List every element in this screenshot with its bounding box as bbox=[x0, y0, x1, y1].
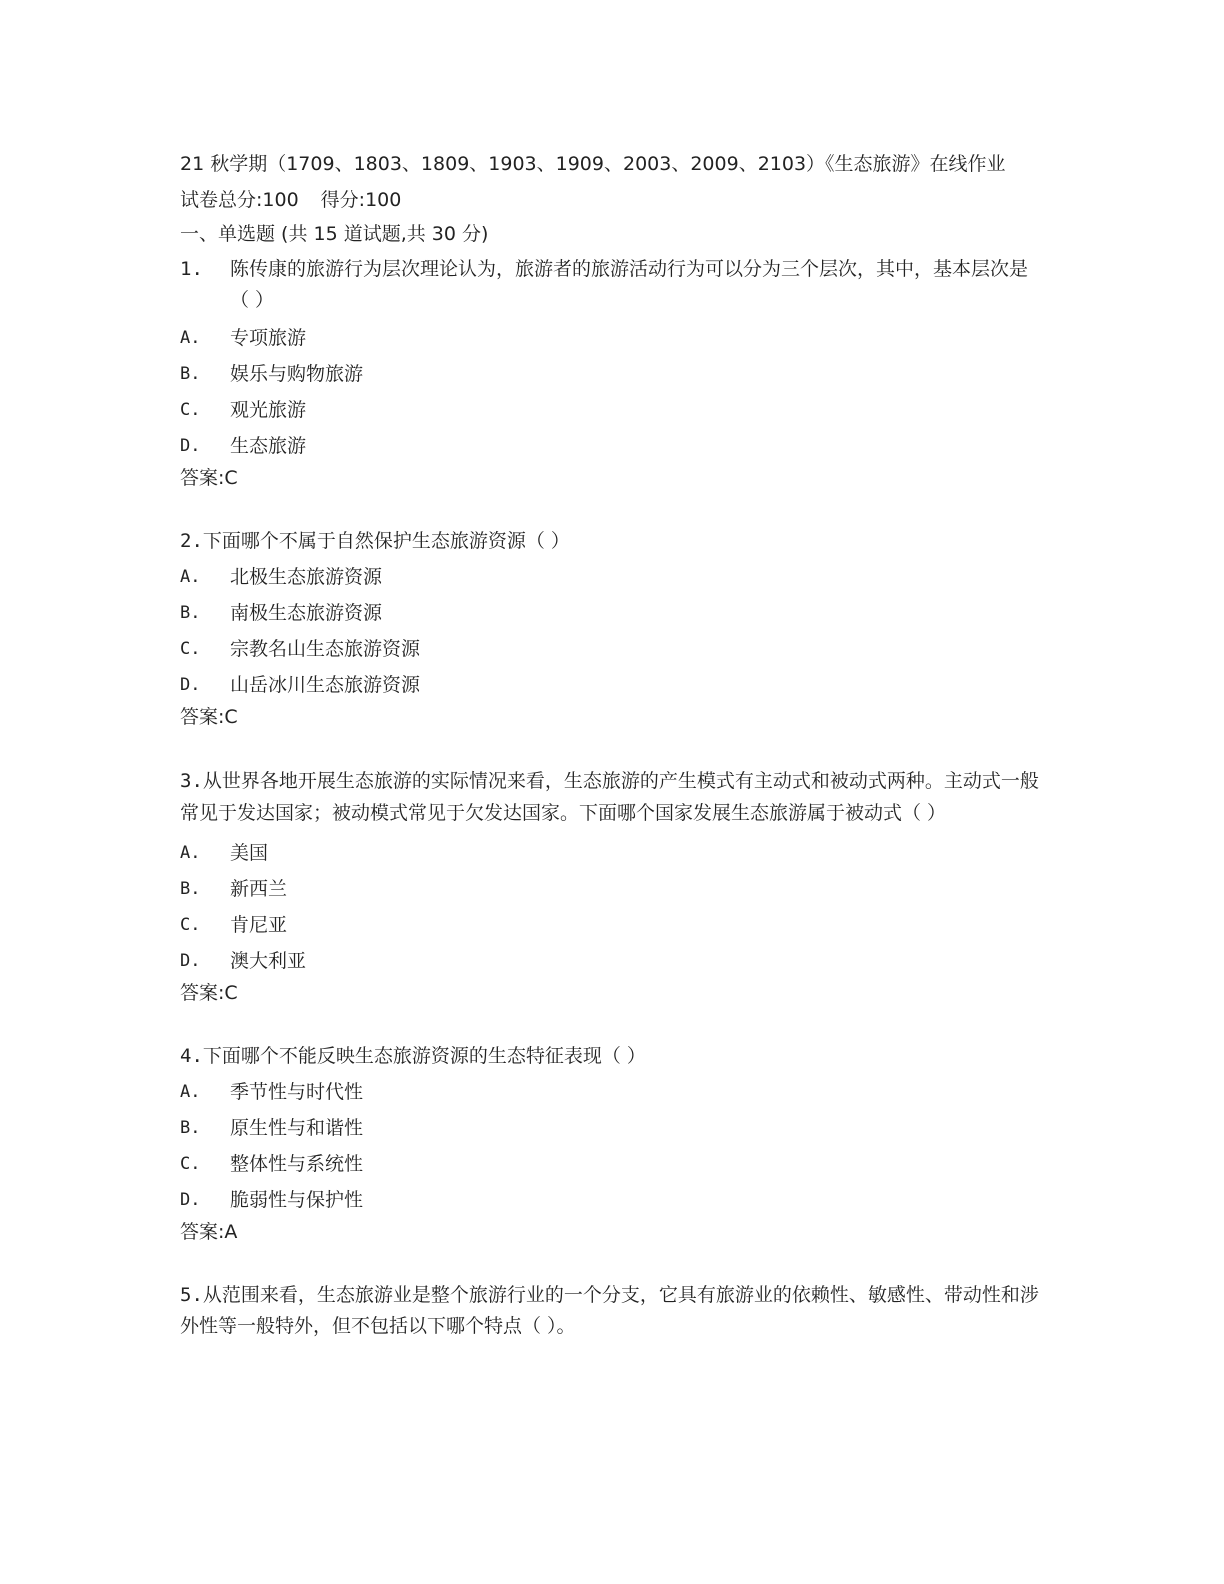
option-letter: D. bbox=[180, 436, 201, 456]
section-heading: 一、单选题 (共 15 道试题,共 30 分) bbox=[180, 223, 489, 245]
option-text: 新西兰 bbox=[230, 878, 288, 900]
option-b bbox=[180, 356, 1040, 392]
option-letter: C. bbox=[180, 639, 201, 659]
option-letter: C. bbox=[180, 1154, 201, 1174]
option-letter: B. bbox=[180, 1118, 201, 1138]
question-5 bbox=[180, 1280, 1040, 1342]
earned-score: 得分:100 bbox=[320, 189, 402, 211]
answer-line: 答案:C bbox=[180, 467, 238, 489]
option-text: 山岳冰川生态旅游资源 bbox=[230, 674, 421, 696]
option-text: 脆弱性与保护性 bbox=[230, 1189, 364, 1211]
document-page bbox=[180, 148, 1040, 1342]
option-letter: A. bbox=[180, 328, 201, 348]
option-letter: A. bbox=[180, 843, 201, 863]
question-text: 从范围来看，生态旅游业是整个旅游行业的一个分支，它具有旅游业的依赖性、敏感性、带动性和涉外性等一般特外，但不包括以下哪个特点（ ）。 bbox=[180, 1284, 1039, 1337]
option-text: 生态旅游 bbox=[230, 435, 307, 457]
option-letter: A. bbox=[180, 567, 201, 587]
question-number: 4. bbox=[180, 1045, 203, 1067]
question-stem bbox=[180, 526, 1040, 557]
option-c bbox=[180, 1146, 1040, 1182]
question-number: 2. bbox=[180, 530, 203, 552]
option-text: 季节性与时代性 bbox=[230, 1081, 364, 1103]
option-b bbox=[180, 595, 1040, 631]
question-text: 陈传康的旅游行为层次理论认为，旅游者的旅游活动行为可以分为三个层次，其中，基本层次是（ ） bbox=[230, 258, 1029, 311]
option-text: 娱乐与购物旅游 bbox=[230, 363, 364, 385]
option-a bbox=[180, 1074, 1040, 1110]
option-text: 宗教名山生态旅游资源 bbox=[230, 638, 421, 660]
option-letter: D. bbox=[180, 1190, 201, 1210]
option-letter: D. bbox=[180, 951, 201, 971]
score-line bbox=[180, 186, 1040, 214]
question-number: 3. bbox=[180, 770, 203, 792]
option-d bbox=[180, 1182, 1040, 1218]
option-letter: B. bbox=[180, 364, 201, 384]
option-text: 澳大利亚 bbox=[230, 950, 307, 972]
option-a bbox=[180, 320, 1040, 356]
option-letter: A. bbox=[180, 1082, 201, 1102]
option-text: 肯尼亚 bbox=[230, 914, 288, 936]
answer-line: 答案:C bbox=[180, 706, 238, 728]
option-d bbox=[180, 428, 1040, 464]
option-letter: B. bbox=[180, 879, 201, 899]
option-text: 南极生态旅游资源 bbox=[230, 602, 383, 624]
option-letter: D. bbox=[180, 675, 201, 695]
option-letter: C. bbox=[180, 915, 201, 935]
question-stem bbox=[180, 1280, 1040, 1342]
option-text: 原生性与和谐性 bbox=[230, 1117, 364, 1139]
option-b bbox=[180, 1110, 1040, 1146]
option-d bbox=[180, 667, 1040, 703]
question-stem bbox=[180, 765, 1040, 829]
question-text: 从世界各地开展生态旅游的实际情况来看，生态旅游的产生模式有主动式和被动式两种。主动式一般常见于发达国家；被动模式常见于欠发达国家。下面哪个国家发展生态旅游属于被动式（ ） bbox=[180, 770, 1039, 824]
option-text: 专项旅游 bbox=[230, 327, 307, 349]
question-4 bbox=[180, 1041, 1040, 1246]
question-1 bbox=[180, 254, 1040, 492]
question-text: 下面哪个不能反映生态旅游资源的生态特征表现（ ） bbox=[202, 1045, 646, 1067]
option-text: 整体性与系统性 bbox=[230, 1153, 364, 1175]
total-score: 试卷总分:100 bbox=[180, 189, 299, 211]
question-3 bbox=[180, 765, 1040, 1007]
question-number: 5. bbox=[180, 1284, 203, 1306]
question-2 bbox=[180, 526, 1040, 731]
option-text: 美国 bbox=[230, 842, 269, 864]
answer-line: 答案:A bbox=[180, 1221, 238, 1243]
question-text: 下面哪个不属于自然保护生态旅游资源（ ） bbox=[202, 530, 570, 552]
option-text: 观光旅游 bbox=[230, 399, 307, 421]
answer-line: 答案:C bbox=[180, 982, 238, 1004]
option-a bbox=[180, 835, 1040, 871]
question-number: 1. bbox=[180, 258, 203, 280]
option-letter: C. bbox=[180, 400, 201, 420]
option-text: 北极生态旅游资源 bbox=[230, 566, 383, 588]
question-stem bbox=[180, 254, 1040, 316]
option-c bbox=[180, 907, 1040, 943]
option-b bbox=[180, 871, 1040, 907]
option-a bbox=[180, 559, 1040, 595]
page-title: 21 秋学期（1709、1803、1809、1903、1909、2003、2009、2103）《生态旅游》在线作业 bbox=[180, 153, 1006, 175]
question-stem bbox=[180, 1041, 1040, 1072]
option-c bbox=[180, 392, 1040, 428]
option-c bbox=[180, 631, 1040, 667]
option-d bbox=[180, 943, 1040, 979]
option-letter: B. bbox=[180, 603, 201, 623]
